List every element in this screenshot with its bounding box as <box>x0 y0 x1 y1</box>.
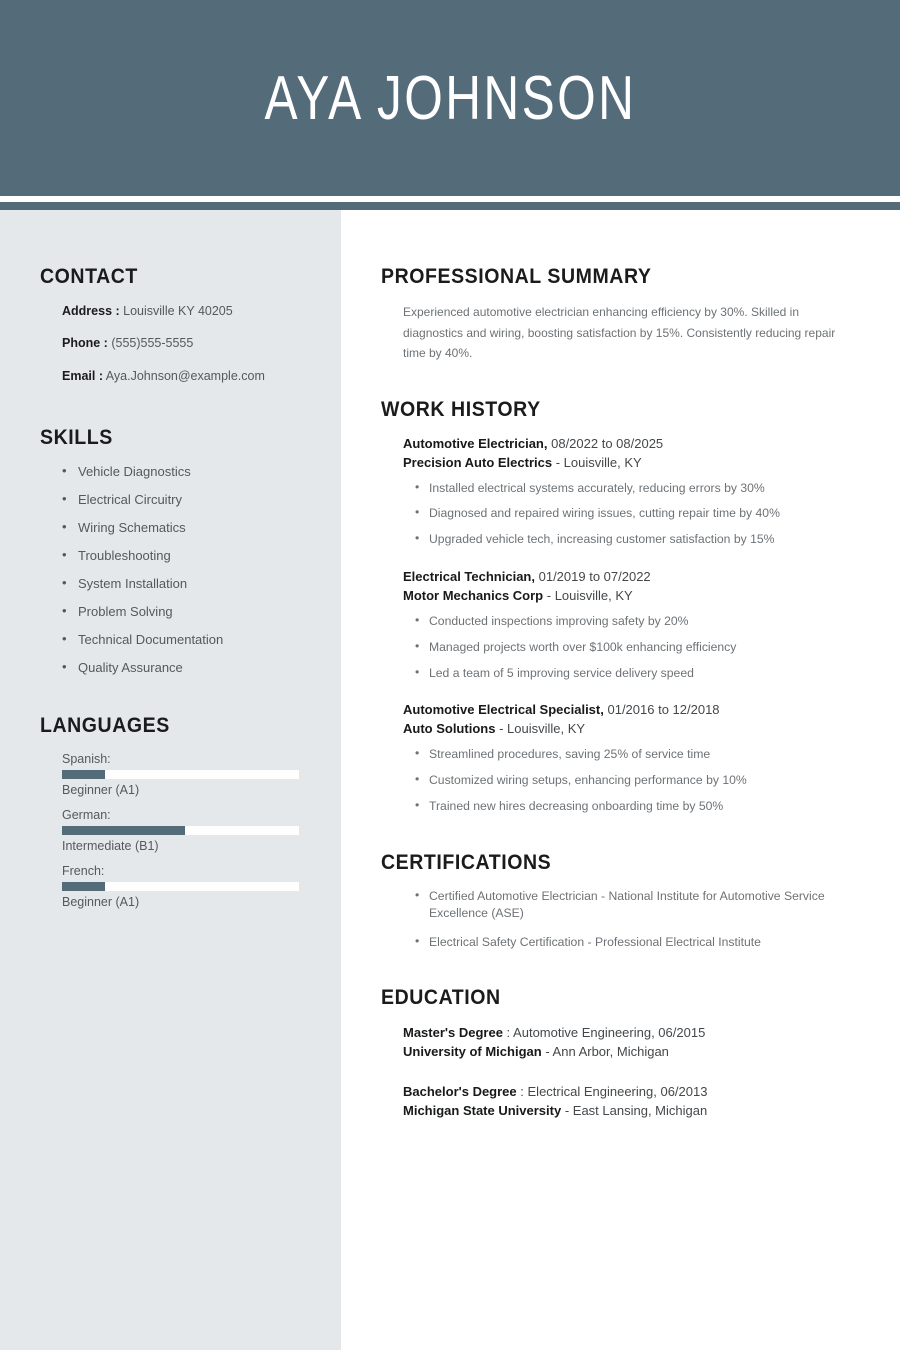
language-proficiency-bar <box>62 826 299 835</box>
language-proficiency-fill <box>62 882 105 891</box>
contact-heading: CONTACT <box>40 265 138 288</box>
contact-value-email: Aya.Johnson@example.com <box>105 368 265 383</box>
list-item: • Vehicle Diagnostics <box>62 464 341 480</box>
job-dates: 01/2016 to 12/2018 <box>607 702 720 718</box>
contact-list <box>40 303 341 384</box>
education-degree-line <box>403 1082 864 1102</box>
education-heading: EDUCATION <box>381 985 501 1009</box>
education-section <box>381 986 864 1121</box>
contact-section <box>40 265 341 384</box>
job-dates: 01/2019 to 07/2022 <box>538 569 651 585</box>
job-title-line <box>403 701 864 720</box>
contact-row-address <box>62 303 341 319</box>
education-field: : Electrical Engineering, 06/2013 <box>520 1083 708 1099</box>
page-title: AYA JOHNSON <box>264 63 636 133</box>
languages-heading: LANGUAGES <box>40 714 170 737</box>
job-bullets <box>403 614 864 682</box>
job-title-line <box>403 568 864 587</box>
job-company: Precision Auto Electrics <box>403 454 553 470</box>
language-name: German: <box>62 808 111 822</box>
summary-text: Experienced automotive electrician enhancing efficiency by 30%. Skilled in diagnostics and wiring, boosting satisfaction by 15%. Consistently reducing repair time by 40%. <box>403 305 836 361</box>
language-level: Intermediate (B1) <box>62 839 159 853</box>
list-item: • Managed projects worth over $100k enhancing efficiency <box>415 640 864 656</box>
language-proficiency-bar <box>62 882 299 891</box>
language-item-french <box>40 864 341 909</box>
work-entry <box>381 568 864 681</box>
summary-section <box>381 265 864 364</box>
job-dates: 08/2022 to 08/2025 <box>551 435 664 451</box>
list-item: • Streamlined procedures, saving 25% of service time <box>415 747 864 763</box>
work-entry <box>381 435 864 548</box>
list-item: • Diagnosed and repaired wiring issues, cutting repair time by 40% <box>415 506 864 522</box>
list-item: • Installed electrical systems accurately, reducing errors by 30% <box>415 481 864 497</box>
list-item: • Customized wiring setups, enhancing performance by 10% <box>415 773 864 789</box>
work-history-heading: WORK HISTORY <box>381 397 541 421</box>
job-bullets <box>403 481 864 549</box>
skills-heading: SKILLS <box>40 425 113 449</box>
skills-list <box>40 464 341 676</box>
list-item: • Problem Solving <box>62 604 341 620</box>
job-title: Automotive Electrician, <box>403 435 548 451</box>
certifications-heading: CERTIFICATIONS <box>381 850 552 874</box>
language-name: French: <box>62 864 105 878</box>
contact-row-phone <box>62 335 341 351</box>
language-proficiency-bar <box>62 770 299 779</box>
list-item: • Quality Assurance <box>62 660 341 676</box>
list-item: • Wiring Schematics <box>62 520 341 536</box>
job-title: Automotive Electrical Specialist, <box>403 702 604 718</box>
sidebar <box>0 210 341 1350</box>
contact-label-address: Address : <box>62 304 120 318</box>
languages-section <box>40 714 341 909</box>
education-degree-line <box>403 1023 864 1043</box>
main-column <box>341 210 900 1350</box>
job-company-line <box>403 587 864 606</box>
job-location: - Louisville, KY <box>499 721 586 737</box>
list-item: • Conducted inspections improving safety by 20% <box>415 614 864 630</box>
language-item-german <box>40 808 341 853</box>
list-item: • Electrical Circuitry <box>62 492 341 508</box>
job-company: Motor Mechanics Corp <box>403 587 544 603</box>
resume-header <box>0 0 900 196</box>
list-item: • Upgraded vehicle tech, increasing customer satisfaction by 15% <box>415 532 864 548</box>
list-item: • Led a team of 5 improving service delivery speed <box>415 666 864 682</box>
job-bullets <box>403 747 864 815</box>
contact-label-phone: Phone : <box>62 336 108 351</box>
work-history-section <box>381 398 864 815</box>
job-company-line <box>403 454 864 473</box>
language-level: Beginner (A1) <box>62 895 140 909</box>
list-item: • Certified Automotive Electrician - National Institute for Automotive Service Excellence (ASE) <box>415 888 864 923</box>
education-school: University of Michigan <box>403 1044 542 1060</box>
resume-body <box>0 210 900 1350</box>
education-school-line <box>403 1101 864 1121</box>
job-title-line <box>403 435 864 454</box>
job-location: - Louisville, KY <box>546 587 633 603</box>
language-level: Beginner (A1) <box>62 783 140 797</box>
education-location: - Ann Arbor, Michigan <box>545 1044 669 1060</box>
job-title: Electrical Technician, <box>403 569 535 585</box>
education-location: - East Lansing, Michigan <box>564 1103 708 1119</box>
language-name: Spanish: <box>62 752 111 766</box>
skills-section <box>40 426 341 676</box>
job-company: Auto Solutions <box>403 721 496 737</box>
header-accent-rule <box>0 202 900 210</box>
language-proficiency-fill <box>62 826 185 835</box>
education-entry <box>381 1023 864 1062</box>
contact-value-phone: (555)555-5555 <box>111 336 194 351</box>
education-school-line <box>403 1042 864 1062</box>
contact-value-address: Louisville KY 40205 <box>123 304 233 318</box>
list-item: • Technical Documentation <box>62 632 341 648</box>
work-entry <box>381 701 864 814</box>
language-item-spanish <box>40 752 341 797</box>
list-item: • Troubleshooting <box>62 548 341 564</box>
job-company-line <box>403 720 864 739</box>
certifications-list <box>381 888 864 952</box>
language-proficiency-fill <box>62 770 105 779</box>
education-entry <box>381 1082 864 1121</box>
education-school: Michigan State University <box>403 1103 562 1119</box>
contact-row-email <box>62 368 341 384</box>
list-item: • System Installation <box>62 576 341 592</box>
education-degree: Bachelor's Degree <box>403 1083 517 1099</box>
list-item: • Trained new hires decreasing onboarding time by 50% <box>415 799 864 815</box>
summary-heading: PROFESSIONAL SUMMARY <box>381 265 652 288</box>
list-item: • Electrical Safety Certification - Professional Electrical Institute <box>415 934 864 952</box>
contact-label-email: Email : <box>62 368 103 383</box>
education-field: : Automotive Engineering, 06/2015 <box>506 1024 706 1040</box>
certifications-section <box>381 851 864 952</box>
education-degree: Master's Degree <box>403 1024 503 1040</box>
job-location: - Louisville, KY <box>555 454 642 470</box>
